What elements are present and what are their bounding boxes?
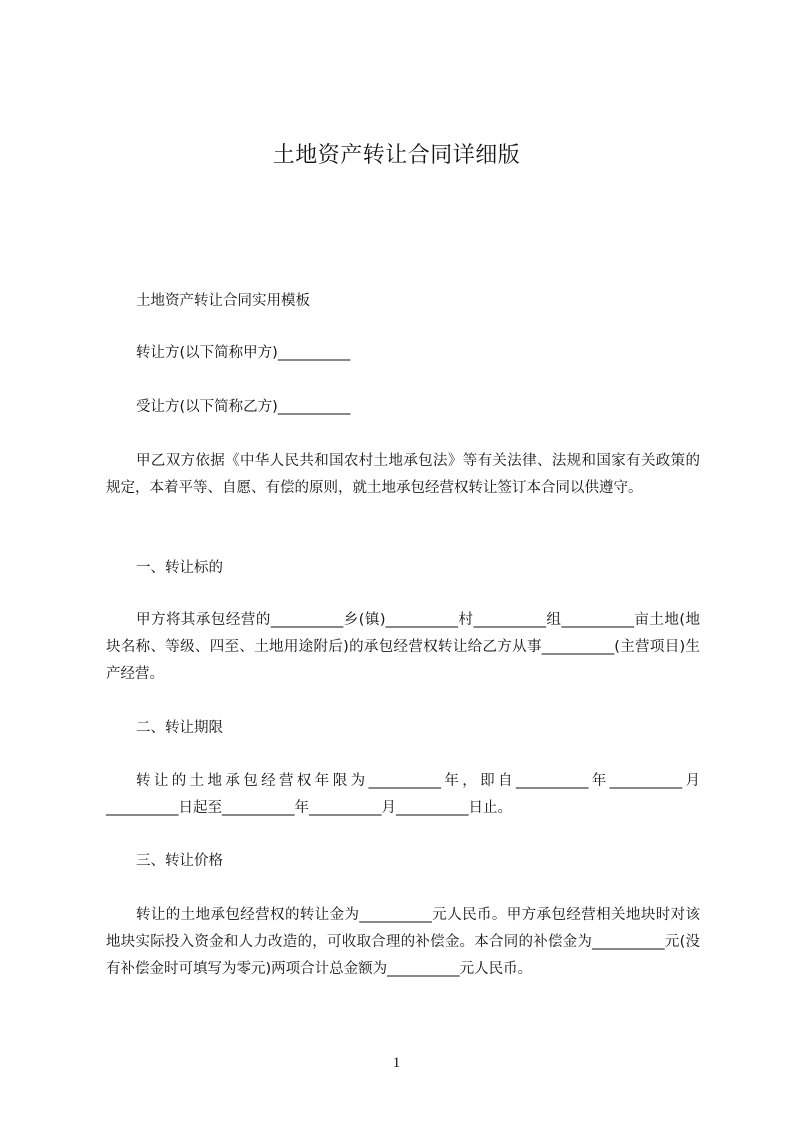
subject-paragraph: 甲方将其承包经营的__________乡(镇)__________村__________组__________亩土地(地块名称、等级、四至、土地用途附后)的承包经营权转让给乙方从事__________(主营项目)生产经营。 [106, 612, 700, 682]
price-paragraph: 转让的土地承包经营权的转让金为__________元人民币。甲方承包经营相关地块时对该地块实际投入资金和人力改造的，可收取合理的补偿金。本合同的补偿金为__________元(没有补偿金时可填写为零元)两项合计总金额为__________元人民币。 [106, 907, 700, 977]
template-subtitle: 土地资产转让合同实用模板 [136, 293, 310, 309]
preamble-paragraph: 甲乙双方依据《中华人民共和国农村土地承包法》等有关法律、法规和国家有关政策的规定，本着平等、自愿、有偿的原则，就土地承包经营权转让签订本合同以供遵守。 [106, 453, 700, 496]
document-title: 土地资产转让合同详细版 [272, 143, 521, 168]
transferee-line: 受让方(以下简称乙方)__________ [136, 399, 351, 415]
page-number: 1 [392, 1055, 401, 1071]
section-heading-term: 二、转让期限 [136, 720, 223, 736]
section-heading-subject: 一、转让标的 [136, 560, 223, 576]
term-paragraph: 转让的土地承包经营权年限为__________年，即自__________年__________月__________日起至__________年__________月__________日止。 [106, 773, 700, 816]
transferor-line: 转让方(以下简称甲方)__________ [136, 345, 351, 361]
section-heading-price: 三、转让价格 [136, 853, 223, 869]
